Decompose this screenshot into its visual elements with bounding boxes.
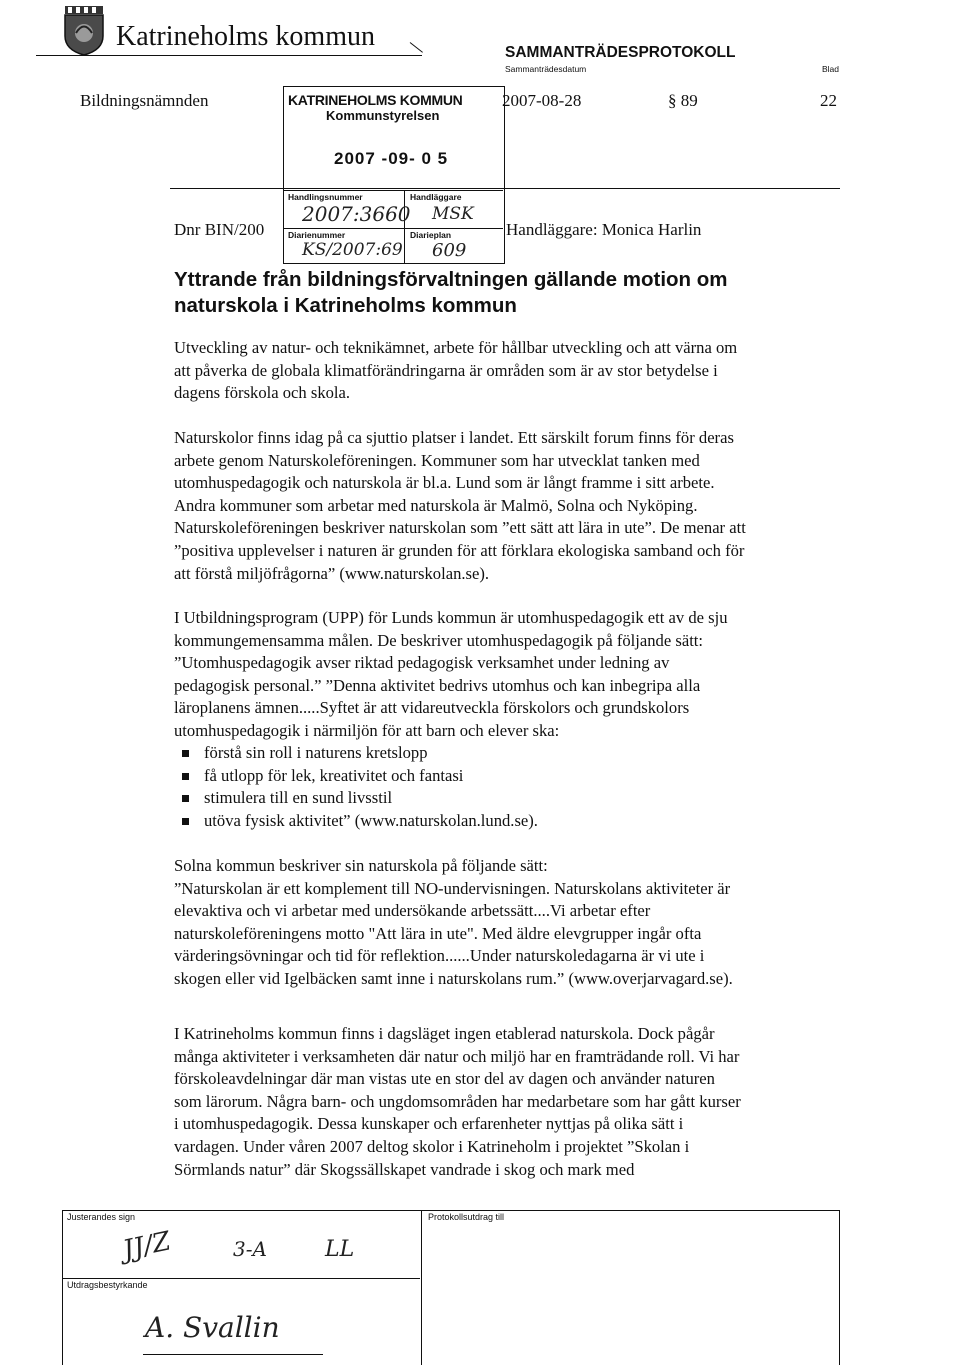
stamp-line2: Kommunstyrelsen — [326, 108, 440, 123]
handlaggare-text: Handläggare: Monica Harlin — [506, 220, 702, 239]
text-line: vardagen. Under våren 2007 deltog skolor i Katrineholm i projektet ”Skolan i — [174, 1136, 690, 1156]
text-line: många aktiviteter i verksamheten där natur och miljö har en framträdande roll. Vi har — [174, 1046, 740, 1066]
signature-2: 3-A — [233, 1237, 267, 1261]
date-label: Sammanträdesdatum — [505, 64, 587, 74]
signature-underline — [143, 1354, 323, 1355]
paragraph-2 — [174, 427, 854, 585]
handwritten-initials: MSK — [432, 204, 474, 224]
header-rule — [170, 188, 840, 189]
text-line: kommungemensamma målen. De beskriver utomhuspedagogik på följande sätt: — [174, 630, 704, 650]
text-line: Sörmlands natur” där Skogssällskapet vandrade i skog och mark med — [174, 1159, 635, 1179]
underline-tick — [410, 42, 423, 53]
received-stamp — [283, 86, 505, 264]
text-line: utomhuspedagogik i närmiljön för att barn och elever ska: — [174, 720, 560, 740]
title-line-1: Yttrande från bildningsförvaltningen gällande motion om — [174, 268, 728, 291]
document-title — [174, 267, 728, 319]
text-line: elevaktiva och vi arbetar med undersökande arbetssätt....Vi arbetar efter — [174, 901, 651, 921]
municipal-crest — [62, 6, 106, 56]
text-line: pedagogisk personal.” ”Denna aktivitet bedrivs utomhus och kan inbegripa alla — [174, 675, 701, 695]
text-line: I Utbildningsprogram (UPP) för Lunds kommun är utomhuspedagogik ett av de sju — [174, 608, 728, 627]
text-line: Solna kommun beskriver sin naturskola på följande sätt: — [174, 856, 548, 875]
list-item: utöva fysisk aktivitet” (www.naturskolan.lund.se). — [174, 810, 538, 833]
list-item: förstå sin roll i naturens kretslopp — [174, 742, 538, 765]
dnr-text: Dnr BIN/200 — [174, 220, 265, 239]
utdrag-label: Utdragsbestyrkande — [67, 1280, 148, 1290]
text-line: att förstå miljöfrågorna” (www.naturskolan.se). — [174, 563, 490, 583]
handlaggare-label: Handläggare — [410, 192, 462, 202]
paragraph-number: § 89 — [668, 91, 698, 110]
paragraph-3 — [174, 607, 854, 743]
text-line: förskoleavdelningar där man vistas ute en stor del av dagen och använder naturen — [174, 1069, 715, 1089]
text-line: Utveckling av natur- och teknikämnet, arbete för hållbar utveckling och att värna om — [174, 338, 738, 357]
footer-divider — [63, 1278, 420, 1279]
text-line: dagens förskola och skola. — [174, 383, 351, 403]
protokoll-label: Protokollsutdrag till — [428, 1212, 505, 1222]
text-line: arbete genom Naturskoleföreningen. Kommuner som har utvecklat tanken med — [174, 450, 700, 470]
text-line: att påverka de globala klimatförändringarna är områden som är av stor betydelse i — [174, 360, 718, 380]
text-line: läroplanens ämnen.....Syftet är att vidareutveckla förskolors och grundskolors — [174, 698, 690, 718]
title-line-2: naturskola i Katrineholms kommun — [174, 294, 517, 317]
text-line: Naturskolor finns idag på ca sjuttio platser i landet. Ett särskilt forum finns för deras — [174, 428, 734, 447]
text-line: i utomhuspedagogik. Dessa kunskaper och erfarenheter nyttjas på olika sätt i — [174, 1114, 684, 1134]
list-item: få utlopp för lek, kreativitet och fantasi — [174, 765, 538, 788]
justerandes-label: Justerandes sign — [67, 1212, 136, 1222]
text-line: Andra kommuner som arbetar med naturskola är Malmö, Solna och Nyköping. — [174, 495, 698, 515]
header-underline — [36, 55, 422, 56]
signature-1: JJ/Z — [120, 1226, 174, 1266]
text-line: ”positiva upplevelser i naturen är grunden för att förklara ekologiska samband och för — [174, 540, 745, 560]
paragraph-5 — [174, 1023, 854, 1181]
committee-name: Bildningsnämnden — [80, 91, 209, 110]
stamp-grid — [284, 190, 503, 264]
diarienummer-label: Diarienummer — [288, 230, 346, 240]
signature-3: LL — [325, 1237, 355, 1262]
text-line: I Katrineholms kommun finns i dagsläget ingen etablerad naturskola. Dock pågår — [174, 1024, 715, 1043]
distribution-box — [422, 1210, 840, 1365]
page-number: 22 — [820, 91, 837, 110]
page-label: Blad — [822, 64, 840, 74]
list-item: stimulera till en sund livsstil — [174, 787, 538, 810]
stamp-line1: KATRINEHOLMS KOMMUN — [288, 92, 463, 108]
handwritten-dnr: KS/2007:69 — [302, 240, 403, 260]
protocol-title: SAMMANTRÄDESPROTOKOLL — [505, 44, 736, 61]
text-line: ”Utomhuspedagogik avser riktad pedagogisk verksamhet under ledning av — [174, 653, 670, 673]
handlingsnummer-label: Handlingsnummer — [288, 192, 363, 202]
municipality-name: Katrineholms kommun — [116, 21, 375, 52]
stamp-received-date: 2007 -09- 0 5 — [334, 149, 449, 168]
text-line: utomhuspedagogik och naturskola är bl.a. Lund som är långt framme i sitt arbete. — [174, 473, 715, 493]
handwritten-plan: 609 — [432, 240, 467, 261]
text-line: som lärorum. Några barn- och ungdomsområden har medarbetare som har gått kurser — [174, 1091, 741, 1111]
paragraph-1 — [174, 337, 854, 405]
text-line: naturskoleföreningens motto "Att lära in ute". Med äldre elevgrupper ingår ofta — [174, 923, 702, 943]
signature-box — [62, 1210, 422, 1365]
diarieplan-label: Diarieplan — [410, 230, 452, 240]
text-line: ”Naturskolan är ett komplement till NO-undervisningen. Naturskolans aktiviteter är — [174, 878, 731, 898]
text-line: värderingsövningar och tid för reflektion......Under naturskoledagarna är vi ute i — [174, 946, 705, 966]
handwritten-number: 2007:3660 — [302, 202, 411, 226]
text-line: skogen eller vid Igelbäcken samt inne i naturskolans rum.” (www.overjarvagard.se). — [174, 968, 733, 988]
text-line: Naturskoleföreningen beskriver naturskolan som ”ett sätt att lära in ute”. De menar att — [174, 518, 746, 538]
meeting-date: 2007-08-28 — [502, 91, 582, 110]
paragraph-4 — [174, 855, 854, 991]
bullet-list — [174, 742, 538, 832]
handwritten-signature: A. Svallin — [145, 1311, 280, 1344]
